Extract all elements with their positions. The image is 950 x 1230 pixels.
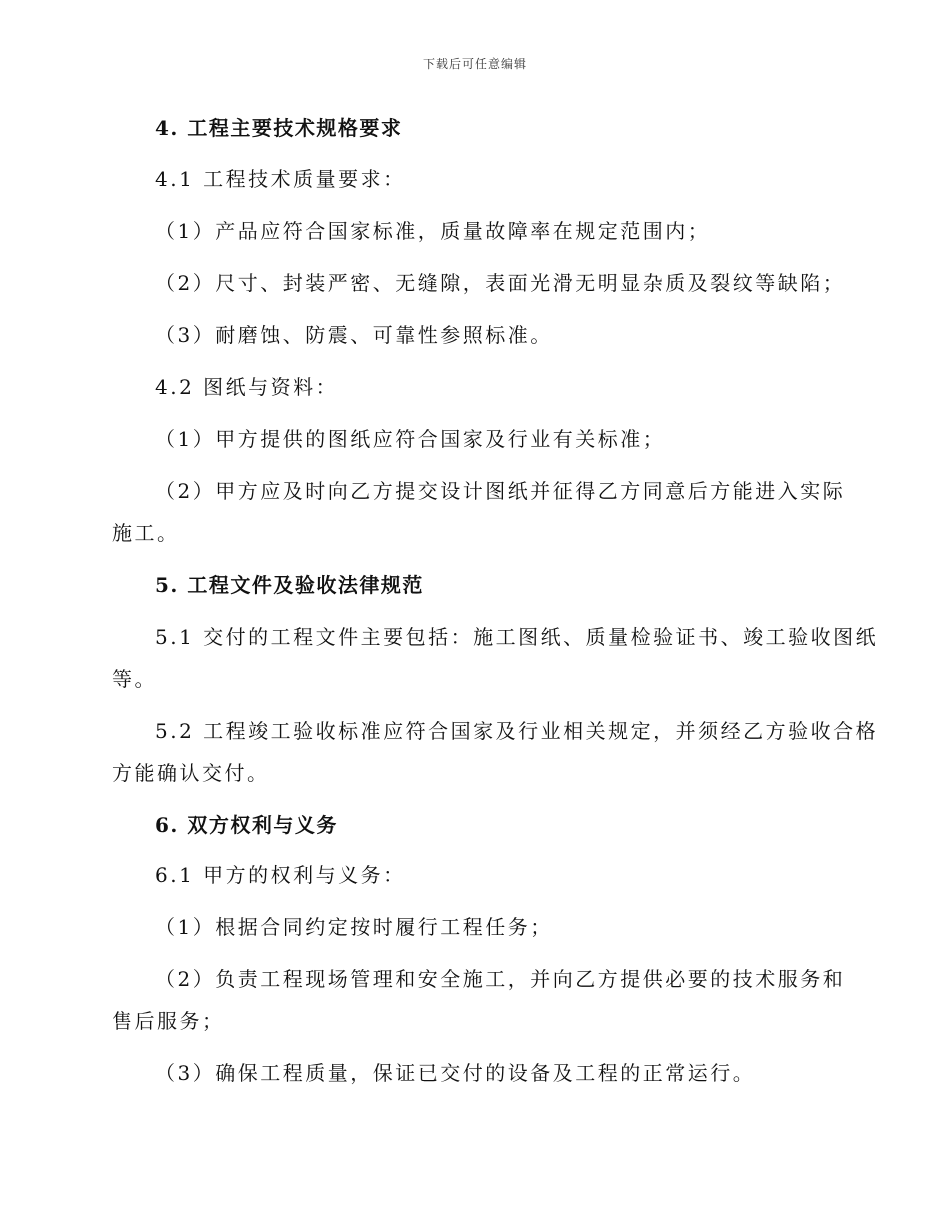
list-item: （2）负责工程现场管理和安全施工，并向乙方提供必要的技术服务和 [155,967,846,991]
paragraph-5-1: 5.1 交付的工程文件主要包括：施工图纸、质量检验证书、竣工验收图纸 [155,625,879,649]
subsection-4-2-title: 4.2 图纸与资料： [155,375,339,399]
list-item: （3）耐磨蚀、防震、可靠性参照标准。 [155,323,553,347]
list-item: （2）甲方应及时向乙方提交设计图纸并征得乙方同意后方能进入实际 [155,479,846,503]
list-item-continuation: 售后服务； [112,1009,225,1033]
list-item: （2）尺寸、封装严密、无缝隙，表面光滑无明显杂质及裂纹等缺陷； [155,271,846,295]
list-item-continuation: 施工。 [112,521,180,545]
section-5-heading: 5. 工程文件及验收法律规范 [155,573,424,597]
subsection-6-1-title: 6.1 甲方的权利与义务： [155,863,406,887]
list-item: （1）甲方提供的图纸应符合国家及行业有关标准； [155,427,666,451]
paragraph-5-1-continuation: 等。 [112,667,157,691]
list-item: （1）根据合同约定按时履行工程任务； [155,915,553,939]
paragraph-5-2-continuation: 方能确认交付。 [112,761,270,785]
paragraph-5-2: 5.2 工程竣工验收标准应符合国家及行业相关规定，并须经乙方验收合格 [155,719,879,743]
page-header: 下载后可任意编辑 [422,57,527,71]
list-item: （1）产品应符合国家标准，质量故障率在规定范围内； [155,219,711,243]
list-item: （3）确保工程质量，保证已交付的设备及工程的正常运行。 [155,1061,756,1085]
subsection-4-1-title: 4.1 工程技术质量要求： [155,167,406,191]
section-4-heading: 4. 工程主要技术规格要求 [155,116,403,140]
section-6-heading: 6. 双方权利与义务 [155,813,338,837]
